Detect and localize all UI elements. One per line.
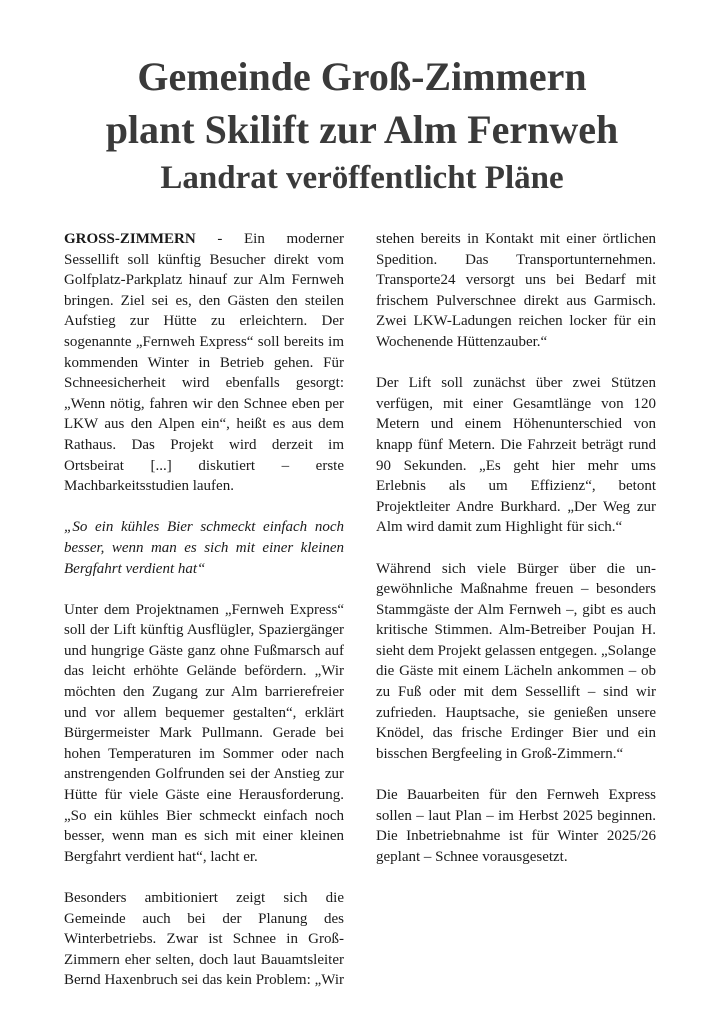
article-column-right: [376, 229, 656, 888]
paragraph-reactions: Während sich viele Bürger über die ungewöhnliche Maßnahme freuen – besonders Stammgäste der Alm Fernweh –, gibt es auch kritische Stimmen. Alm-Betreiber Poujan H. sieht dem Projekt gelassen entgegen. „Solange die Gäste mit einem Lächeln ankommen – ob zu Fuß oder mit dem Sessellift – sind wir zufrieden. Hauptsache, sie genießen unsere Knödel, das frische Erdinger Bier und ein bisschen Bergfeeling in Groß-Zimmern.“: [376, 560, 656, 762]
headline-line-1: Gemeinde Groß-Zimmern: [137, 54, 587, 99]
paragraph-intro-text: - Ein moderner Sessellift soll künftig Besucher direkt vom Golfplatz-Parkplatz hinauf zur Alm Fernweh bringen. Ziel sei es, den Gästen den steilen Aufstieg zur Hütte zu erleichtern. Der sogenannte „Fernweh Express“ soll bereits im kommenden Winter in Betrieb gehen. Für Schneesicherheit wird ebenfalls gesorgt: „Wenn nötig, fahren wir den Schnee eben per LKW aus den Alpen ein“, heißt es aus dem Rathaus. Das Projekt wird derzeit im Ortsbeirat [...] diskutiert – erste Machbarkeitsstudien laufen.: [64, 231, 344, 495]
pull-quote: „So ein kühles Bier schmeckt einfach noch besser, wenn man es sich mit einer kleinen Bergfahrt verdient hat“: [64, 519, 344, 577]
headline-line-2: plant Skilift zur Alm Fernweh: [105, 107, 619, 152]
paragraph-lift-specs: Der Lift soll zunächst über zwei Stützen verfügen, mit einer Gesamtlänge von 120 Metern und einem Höhenunterschied von knapp fünf Metern. Die Fahrzeit beträgt rund 90 Sekunden. „Es geht hier mehr ums Erlebnis als um Effizienz“, betont Projektleiter Andre Burkhard. „Der Weg zur Alm wird damit zum Highlight für sich.“: [376, 375, 656, 536]
headline: [0, 50, 724, 156]
paragraph-project: Unter dem Projektnamen „Fernweh Express“ soll der Lift künftig Ausflügler, Spaziergänger und hungrige Gäste ganz ohne Fußmarsch auf das leicht erhöhte Gelände befördern. „Wir möchten den Zugang zur Alm barrierefreier und vor allem bequemer gestalten“, erklärt Bürgermeister Mark Pullmann. Gerade bei hohen Temperaturen im Sommer oder nach anstrengenden Golfrunden sei der Anstieg zur Hütte für viele Gäste eine Herausforderung. „So ein kühles Bier schmeckt einfach noch besser, wenn man es sich mit einer kleinen Bergfahrt verdient hat“, lacht er.: [64, 601, 344, 865]
paragraph-schedule: Die Bauarbeiten für den Fernweh Express sollen – laut Plan – im Herbst 2025 beginnen. Die Inbetriebnahme ist für Winter 2025/26 geplant – Schnee vorausgesetzt.: [376, 787, 656, 865]
paragraph-winter: Besonders ambitioniert zeigt sich die Gemeinde auch bei der Planung des Winterbetriebs. Zwar ist Schnee in Groß-Zimmern eher selten, doch laut Bauamtsleiter Bernd Haxenbruch sei das kein Problem: „Wir: [64, 890, 344, 989]
paragraph-winter-continued: stehen bereits in Kontakt mit einer örtlichen Spedition. Das Transportunternehmen. Transporte24 versorgt uns bei Bedarf mit frischem Pulverschnee direkt aus Garmisch. Zwei LKW-Ladungen reichen locker für ein Wochenende Hüttenzauber.“: [376, 231, 656, 350]
article-column-left: [64, 229, 344, 1012]
paragraph-intro: [64, 229, 344, 497]
subheadline: Landrat veröffentlicht Pläne: [160, 160, 564, 196]
dateline: GROSS-ZIMMERN: [64, 231, 196, 247]
